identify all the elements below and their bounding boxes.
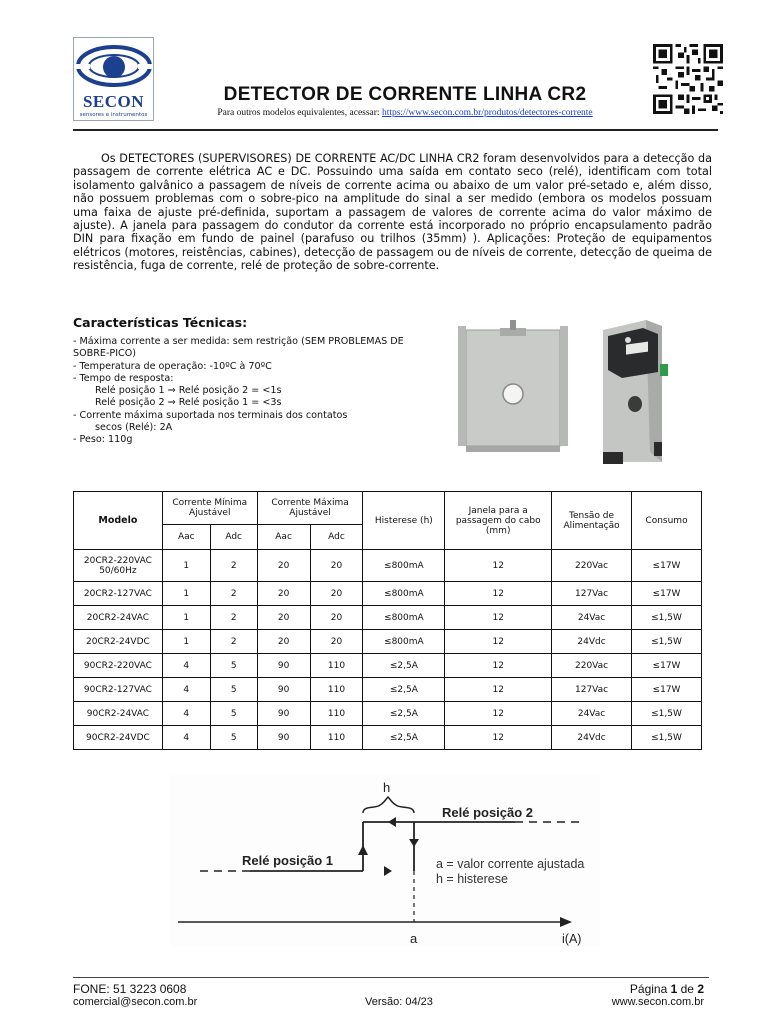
qr-code bbox=[649, 44, 727, 114]
logo-tagline: sensores e instrumentos bbox=[79, 112, 148, 118]
cell: 4 bbox=[162, 702, 210, 726]
h-label: h bbox=[383, 780, 391, 795]
footer-website[interactable]: www.secon.com.br bbox=[611, 996, 704, 1008]
table-row bbox=[74, 550, 702, 582]
page-number: 1 bbox=[670, 982, 678, 996]
cell: ≤800mA bbox=[363, 606, 445, 630]
cell: 1 bbox=[162, 550, 210, 582]
cell: 20 bbox=[310, 630, 363, 654]
table-row bbox=[74, 606, 702, 630]
hysteresis-diagram bbox=[170, 775, 600, 947]
cell: 127Vac bbox=[552, 678, 632, 702]
footer-phone: FONE: 51 3223 0608 bbox=[73, 982, 187, 996]
cell: ≤17W bbox=[632, 654, 702, 678]
cell: 4 bbox=[162, 654, 210, 678]
cell: 1 bbox=[162, 630, 210, 654]
specs-list bbox=[73, 336, 443, 447]
footer-email[interactable]: comercial@secon.com.br bbox=[73, 996, 198, 1008]
page-prefix: Página bbox=[629, 982, 671, 996]
cell: ≤2,5A bbox=[363, 702, 445, 726]
intro-text: Os DETECTORES (SUPERVISORES) DE CORRENTE AC/DC LINHA CR2 foram desenvolvidos para a detecção da passagem de corrente elétrica AC e DC. Possuindo uma saída em contato seco (relé), identificam com total isolamento galvânico a passagem de níveis de corrente acima ou abaixo de um valor pré-setado e, além disso, não possuem problemas com o sobre-pico na amplitude do sinal a ser medido (embora os modelos possuam uma faixa de ajuste pré-definida, suportam a passagem de valores de corrente acima do valor máximo de ajuste). A janela para passagem do condutor da corrente está incorporado no próprio encapsulamento padrão DIN para fixação em fundo de painel (parafuso ou trilhos (35mm) ). Aplicações: Proteção de equipamentos elétricos (motores, reistências, cabines), detecção de passagem ou de níveis de corrente, detecção de queima de resistência, fuga de corrente, relé de proteção de sobre-corrente. bbox=[73, 152, 712, 273]
cell: ≤2,5A bbox=[363, 726, 445, 750]
cell: 20 bbox=[257, 606, 310, 630]
col-max-adc: Adc bbox=[310, 525, 363, 550]
cell: 2 bbox=[210, 550, 257, 582]
secon-logo bbox=[73, 37, 154, 121]
cell: 110 bbox=[310, 702, 363, 726]
cell: 20 bbox=[257, 550, 310, 582]
cell: 90 bbox=[257, 726, 310, 750]
cell: 220Vac bbox=[552, 550, 632, 582]
cell: 5 bbox=[210, 702, 257, 726]
cell: 2 bbox=[210, 630, 257, 654]
cell: 12 bbox=[445, 702, 552, 726]
cell: 110 bbox=[310, 726, 363, 750]
cell: 4 bbox=[162, 726, 210, 750]
cell: ≤17W bbox=[632, 582, 702, 606]
cell: 2 bbox=[210, 582, 257, 606]
cell-model: 90CR2-24VDC bbox=[74, 726, 163, 750]
cell: 20 bbox=[257, 582, 310, 606]
spec-line: - Temperatura de operação: -10ºC à 70ºC bbox=[73, 360, 272, 372]
header-divider bbox=[73, 129, 718, 131]
cell: 12 bbox=[445, 630, 552, 654]
models-table bbox=[73, 491, 702, 750]
cell: ≤17W bbox=[632, 678, 702, 702]
cell: 12 bbox=[445, 678, 552, 702]
spec-line: - Corrente máxima suportada nos terminais dos contatos bbox=[73, 409, 348, 421]
spec-line: - Peso: 110g bbox=[73, 434, 133, 446]
cell: ≤17W bbox=[632, 550, 702, 582]
legend-a: a = valor corrente ajustada bbox=[436, 857, 585, 871]
spec-line: secos (Relé): 2A bbox=[95, 422, 173, 434]
cell: 20 bbox=[310, 582, 363, 606]
cell: 5 bbox=[210, 678, 257, 702]
cell: 1 bbox=[162, 606, 210, 630]
axis-label: i(A) bbox=[562, 932, 582, 946]
col-consumption-header: Consumo bbox=[632, 492, 702, 550]
spec-line: SOBRE-PICO) bbox=[73, 348, 137, 360]
cell: 12 bbox=[445, 550, 552, 582]
cell-model: 20CR2-24VDC bbox=[74, 630, 163, 654]
cell: ≤800mA bbox=[363, 582, 445, 606]
cell: 20 bbox=[310, 606, 363, 630]
cell: ≤1,5W bbox=[632, 702, 702, 726]
cell: 24Vdc bbox=[552, 726, 632, 750]
col-voltage-header: Tensão de Alimentação bbox=[552, 492, 632, 550]
models-subline bbox=[160, 108, 650, 118]
cell: 2 bbox=[210, 606, 257, 630]
cell: 20 bbox=[310, 550, 363, 582]
spec-line: Relé posição 2 ⇒ Relé posição 1 = <3s bbox=[95, 397, 282, 409]
footer-page bbox=[560, 982, 704, 996]
footer-version: Versão: 04/23 bbox=[365, 996, 433, 1008]
cell: 24Vdc bbox=[552, 630, 632, 654]
cell: 127Vac bbox=[552, 582, 632, 606]
cell: ≤2,5A bbox=[363, 654, 445, 678]
page-title: DETECTOR DE CORRENTE LINHA CR2 bbox=[223, 84, 587, 105]
page-total: 2 bbox=[697, 982, 704, 996]
cell-model: 90CR2-24VAC bbox=[74, 702, 163, 726]
products-link[interactable]: https://www.secon.com.br/produtos/detectores-corrente bbox=[381, 108, 593, 118]
col-window-header: Janela para a passagem do cabo (mm) bbox=[445, 492, 552, 550]
cell: 5 bbox=[210, 726, 257, 750]
cell: ≤800mA bbox=[363, 550, 445, 582]
subline-prefix: Para outros modelos equivalentes, acessar: bbox=[217, 108, 382, 118]
cell: ≤1,5W bbox=[632, 726, 702, 750]
table-row bbox=[74, 630, 702, 654]
legend-h: h = histerese bbox=[436, 872, 508, 886]
footer-divider bbox=[73, 977, 709, 978]
cell: 1 bbox=[162, 582, 210, 606]
spec-line: - Tempo de resposta: bbox=[73, 372, 174, 384]
table-row bbox=[74, 702, 702, 726]
cell: 4 bbox=[162, 678, 210, 702]
col-max-aac: Aac bbox=[257, 525, 310, 550]
cell-model: 90CR2-127VAC bbox=[74, 678, 163, 702]
col-max-header: Corrente Máxima Ajustável bbox=[257, 492, 363, 525]
cell: ≤1,5W bbox=[632, 630, 702, 654]
cell: ≤800mA bbox=[363, 630, 445, 654]
cell: 12 bbox=[445, 582, 552, 606]
a-tick-label: a bbox=[410, 931, 418, 946]
spec-line: Relé posição 1 ⇒ Relé posição 2 = <1s bbox=[95, 385, 282, 397]
product-photo-angle bbox=[588, 312, 733, 472]
logo-emblem bbox=[74, 38, 153, 94]
cell: 24Vac bbox=[552, 702, 632, 726]
cell: 220Vac bbox=[552, 654, 632, 678]
table-row bbox=[74, 582, 702, 606]
cell: 90 bbox=[257, 654, 310, 678]
cell: 12 bbox=[445, 654, 552, 678]
relay1-label: Relé posição 1 bbox=[242, 853, 334, 868]
cell: 110 bbox=[310, 678, 363, 702]
col-min-header: Corrente Mínima Ajustável bbox=[162, 492, 257, 525]
table-row bbox=[74, 654, 702, 678]
cell: 90 bbox=[257, 702, 310, 726]
spec-line: - Máxima corrente a ser medida: sem restrição (SEM PROBLEMAS DE bbox=[73, 336, 404, 347]
table-row bbox=[74, 678, 702, 702]
col-hysteresis-header: Histerese (h) bbox=[363, 492, 445, 550]
cell-model: 20CR2-220VAC 50/60Hz bbox=[74, 550, 163, 582]
relay2-label: Relé posição 2 bbox=[442, 805, 534, 820]
cell: 24Vac bbox=[552, 606, 632, 630]
cell: 12 bbox=[445, 606, 552, 630]
product-photo-front bbox=[458, 318, 568, 456]
cell-model: 20CR2-24VAC bbox=[74, 606, 163, 630]
cell: 20 bbox=[257, 630, 310, 654]
col-model-header: Modelo bbox=[74, 492, 163, 550]
cell-model: 90CR2-220VAC bbox=[74, 654, 163, 678]
col-min-aac: Aac bbox=[162, 525, 210, 550]
cell: ≤2,5A bbox=[363, 678, 445, 702]
table-row bbox=[74, 726, 702, 750]
cell: 12 bbox=[445, 726, 552, 750]
cell: 110 bbox=[310, 654, 363, 678]
cell-model: 20CR2-127VAC bbox=[74, 582, 163, 606]
logo-wordmark: SECON bbox=[82, 92, 145, 111]
specs-title: Características Técnicas: bbox=[73, 315, 248, 330]
page-mid: de bbox=[677, 982, 698, 996]
cell: ≤1,5W bbox=[632, 606, 702, 630]
col-min-adc: Adc bbox=[210, 525, 257, 550]
cell: 90 bbox=[257, 678, 310, 702]
intro-paragraph bbox=[73, 152, 712, 273]
cell: 5 bbox=[210, 654, 257, 678]
